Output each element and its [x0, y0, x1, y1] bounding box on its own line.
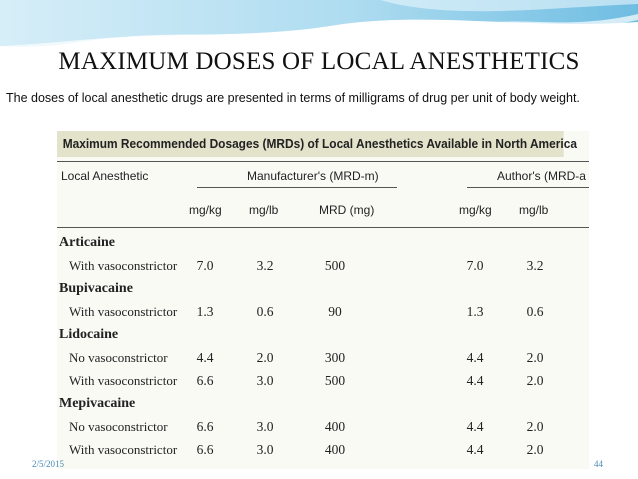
- sub-header-3: mg/kg: [459, 203, 492, 217]
- table-cell: 500: [324, 373, 346, 388]
- table-rule-header-bottom: [57, 227, 589, 228]
- drug-name: Articaine: [59, 235, 115, 250]
- col-header-author: Author's (MRD-a: [497, 169, 586, 183]
- table-cell: 4.4: [466, 442, 484, 457]
- table-cell: 1.3: [196, 304, 214, 319]
- table-cell: 400: [324, 419, 346, 434]
- table-cell: 2.0: [256, 350, 274, 365]
- row-label: With vasoconstrictor: [69, 258, 178, 273]
- table-title: Maximum Recommended Dosages (MRDs) of Local Anesthetics Available in North America: [57, 131, 564, 157]
- col-header-manufacturer: Manufacturer's (MRD-m): [247, 169, 379, 183]
- table-cell: 3.2: [526, 258, 544, 273]
- mrd-table: [57, 131, 589, 469]
- table-cell: 3.2: [256, 258, 274, 273]
- table-cell: 3.0: [256, 373, 274, 388]
- row-label: No vasoconstrictor: [69, 419, 168, 434]
- table-cell: 3.0: [256, 419, 274, 434]
- table-cell: 7.0: [466, 258, 484, 273]
- table-cell: 2.0: [526, 442, 544, 457]
- table-cell: 0.6: [256, 304, 274, 319]
- drug-name: Lidocaine: [59, 327, 119, 342]
- table-cell: 2.0: [526, 419, 544, 434]
- sub-header-1: mg/lb: [249, 203, 279, 217]
- table-cell: 4.4: [466, 419, 484, 434]
- slide-title: MAXIMUM DOSES OF LOCAL ANESTHETICS: [58, 48, 580, 75]
- table-cell: 6.6: [196, 442, 214, 457]
- table-cell: 0.6: [526, 304, 544, 319]
- top-wave-decoration: [0, 0, 638, 48]
- table-cell: 2.0: [526, 350, 544, 365]
- table-rule-manufacturer: [197, 187, 397, 188]
- sub-header-0: mg/kg: [189, 203, 222, 217]
- row-label: No vasoconstrictor: [69, 350, 168, 365]
- col-header-local-anesthetic: Local Anesthetic: [61, 169, 149, 183]
- page-number: 44: [594, 459, 603, 469]
- table-cell: 2.0: [526, 373, 544, 388]
- table-cell: 4.4: [466, 373, 484, 388]
- table-cell: 7.0: [196, 258, 214, 273]
- drug-name: Mepivacaine: [59, 396, 136, 411]
- row-label: With vasoconstrictor: [69, 442, 178, 457]
- row-label: With vasoconstrictor: [69, 304, 178, 319]
- table-cell: 4.4: [466, 350, 484, 365]
- slide-subtitle: The doses of local anesthetic drugs are presented in terms of milligrams of drug per unit of body weight.: [6, 91, 580, 105]
- table-cell: 6.6: [196, 373, 214, 388]
- table-cell: 3.0: [256, 442, 274, 457]
- sub-header-4: mg/lb: [519, 203, 549, 217]
- table-cell: 6.6: [196, 419, 214, 434]
- table-cell: 500: [324, 258, 346, 273]
- row-label: With vasoconstrictor: [69, 373, 178, 388]
- table-rule-author: [467, 187, 589, 188]
- sub-header-2: MRD (mg): [319, 203, 375, 217]
- table-rule-top: [57, 161, 589, 162]
- table-cell: 90: [328, 304, 342, 319]
- table-cell: 1.3: [466, 304, 484, 319]
- drug-name: Bupivacaine: [59, 281, 133, 296]
- table-cell: 300: [324, 350, 346, 365]
- table-cell: 4.4: [196, 350, 214, 365]
- table-cell: 400: [324, 442, 346, 457]
- footer-date: 2/5/2015: [32, 459, 65, 469]
